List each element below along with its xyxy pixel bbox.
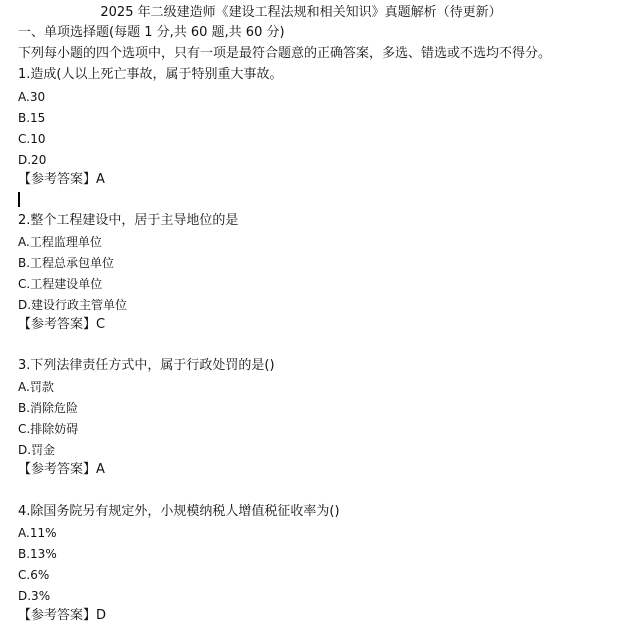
question-1-option-a: A.30 [18, 90, 46, 104]
question-3-option-a: A.罚款 [18, 380, 54, 394]
document-title: 2025 年二级建造师《建设工程法规和相关知识》真题解析（待更新） [100, 5, 502, 20]
question-4-answer: 【参考答案】D [18, 608, 107, 623]
question-1-option-c: C.10 [18, 132, 46, 146]
question-2-option-b: B.工程总承包单位 [18, 256, 115, 270]
section-heading: 一、单项选择题(每题 1 分,共 60 题,共 60 分) [18, 25, 285, 40]
question-4-option-d: D.3% [18, 589, 51, 603]
question-3-answer: 【参考答案】A [18, 462, 105, 477]
instructions: 下列每小题的四个选项中，只有一项是最符合题意的正确答案，多选、错选或不选均不得分。 [18, 46, 552, 61]
question-3-stem: 3.下列法律责任方式中，属于行政处罚的是() [18, 358, 275, 373]
question-2-option-d: D.建设行政主管单位 [18, 298, 128, 312]
question-2-option-c: C.工程建设单位 [18, 277, 103, 291]
question-4-option-a: A.11% [18, 526, 57, 540]
question-4-stem: 4.除国务院另有规定外，小规模纳税人增值税征收率为() [18, 504, 340, 519]
question-2-option-a: A.工程监理单位 [18, 235, 102, 249]
question-1-stem: 1.造成(人以上死亡事故，属于特别重大事故。 [18, 67, 283, 82]
question-2-answer: 【参考答案】C [18, 317, 106, 332]
question-1-option-b: B.15 [18, 111, 46, 125]
question-4-option-b: B.13% [18, 547, 57, 561]
question-1-answer: 【参考答案】A [18, 172, 105, 187]
question-1-option-d: D.20 [18, 153, 47, 167]
question-4-option-c: C.6% [18, 568, 50, 582]
text-cursor[interactable] [18, 192, 20, 207]
question-3-option-b: B.消除危险 [18, 401, 79, 415]
question-3-option-d: D.罚金 [18, 443, 56, 457]
question-3-option-c: C.排除妨碍 [18, 422, 79, 436]
question-2-stem: 2.整个工程建设中，居于主导地位的是 [18, 213, 239, 228]
